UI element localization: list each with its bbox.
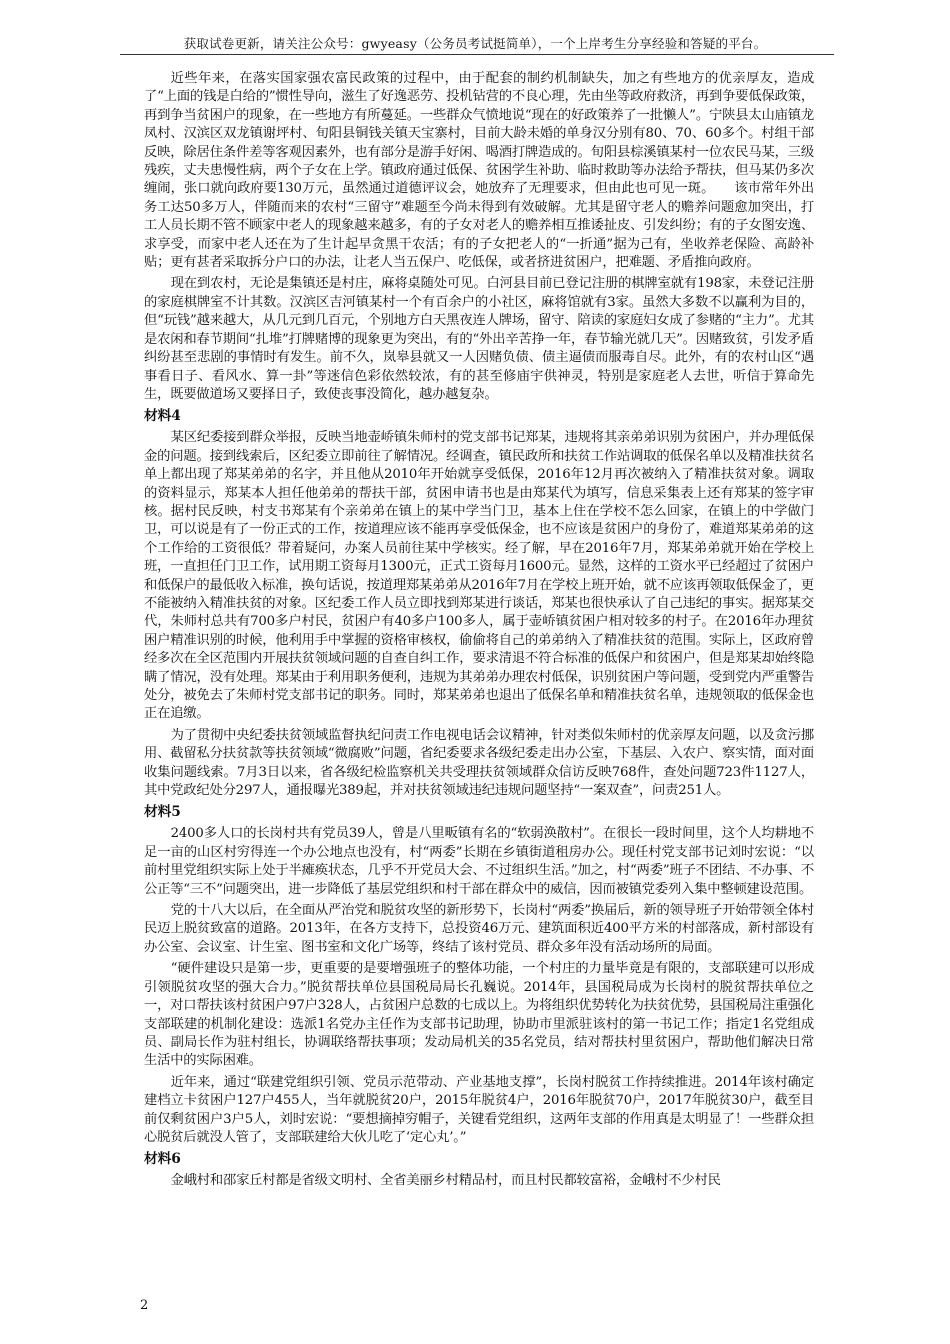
- document-body: [144, 70, 814, 1194]
- paragraph: 为了贯彻中央纪委扶贫领域监督执纪问责工作电视电话会议精神，针对类似朱师村的优亲厚友问题，以及贪污挪用、截留私分扶贫款等扶贫领域“微腐败”问题，省纪委要求各级纪委走出办公室，下基层、入农户、察实情，面对面收集问题线索。7月3日以来，省各级纪检监察机关共受理扶贫领域群众信访反映768件，查处问题723件1127人，其中党政纪处分297人，通报曝光389起，并对扶贫领域违纪违规问题坚持“一案双查”，问责251人。: [144, 727, 814, 799]
- paragraph: 党的十八大以后，在全面从严治党和脱贫攻坚的新形势下，长岗村“两委”换届后，新的领导班子开始带领全体村民迈上脱贫致富的道路。2013年，在各方支持下，总投资46万元、建筑面积近400平方米的村部落成，新村部设有办公室、会议室、计生室、图书室和文化广场等，终结了该村党员、群众多年没有活动场所的局面。: [144, 903, 814, 955]
- section-heading: 材料6: [144, 1151, 181, 1168]
- paragraph: 某区纪委接到群众举报，反映当地壶峤镇朱师村的党支部书记郑某，违规将其亲弟弟识别为贫困户，并办理低保金的问题。接到线索后，区纪委立即前往了解情况。经调查，镇民政所和扶贫工作站调取的低保名单以及精准扶贫名单上都出现了郑某弟弟的名字，并且他从2010年开始就享受低保，2016年12月再次被纳入了精准扶贫对象。调取的资料显示，郑某本人担任他弟弟的帮扶干部，贫困申请书也是由郑某代为填写，信息采集表上还有郑某的签字审核。据村民反映，村支书郑某有个亲弟弟在镇上的某中学当门卫，基本上住在学校不怎么回家，在镇上的中学做门卫，可以说是有了一份正式的工作，按道理应该不能再享受低保金，也不应该是贫困户的身份了，难道郑某弟弟的这个工作给的工资很低？带着疑问，办案人员前往某中学核实。经了解，早在2016年7月，郑某弟弟就开始在学校上班，一直担任门卫工作，试用期工资每月1300元，正式工资每月1600元。显然，这样的工资水平已经超过了贫困户和低保户的最低收入标准，换句话说，按道理郑某弟弟从2016年7月在学校上班开始，就不应该再领取低保金了，更不能被纳入精准扶贫的对象。区纪委工作人员立即找到郑某进行谈话，郑某也很快承认了自己违纪的事实。据郑某交代，朱师村总共有700多户村民，贫困户有40多户100多人，属于壶峤镇贫困户相对较多的村子。在2016年办理贫困户精准识别的时候，他利用手中掌握的资格审核权，偷偷将自己的弟弟纳入了精准扶贫的范围。实际上，区政府曾经多次在全区范围内开展扶贫领域问题的自查自纠工作，要求清退不符合标准的低保户和贫困户，但是郑某却始终隐瞒了情况，没有处理。郑某由于利用职务便利，违规为其弟弟办理农村低保，识别贫困户等问题，受到党内严重警告处分，被免去了朱师村党支部书记的职务。同时，郑某弟弟也退出了低保名单和精准扶贫名单，违规领取的低保金也正在追缴。: [144, 430, 814, 722]
- paragraph: 现在到农村，无论是集镇还是村庄，麻将桌随处可见。白河县目前已登记注册的棋牌室就有198家，未登记注册的家庭棋牌室不计其数。汉滨区吉河镇某村一个有百余户的小社区，麻将馆就有3家。虽然大多数不以赢利为目的，但“玩钱”越来越大，从几元到几百元，个别地方白天黑夜连人牌场，留守、陪读的家庭妇女成了参赌的“主力”。尤其是农闲和春节期间“扎堆”打牌赌博的现象更为突出，有的“外出辛苦挣一年，春节输光就几天”。因赌致贫，引发矛盾纠纷甚至悲剧的事情时有发生。前不久，岚皋县就又一人因赌负债、债主逼债而服毒自尽。此外，有的农村山区“遇事看日子、看风水、算一卦”等迷信色彩依然较浓，有的甚至修庙宇供神灵，特别是家庭老人去世，听信于算命先生，既要做道场又要择日子，致使丧事没简化，越办越复杂。: [144, 276, 814, 402]
- paragraph: 近年来，通过“联建党组织引领、党员示范带动、产业基地支撑”，长岗村脱贫工作持续推进。2014年该村确定建档立卡贫困户127户455人，当年就脱贫20户，2015年脱贫4户，2016年脱贫70户，2017年脱贫30户，截至目前仅剩贫困户3户5人，刘时宏说：“要想摘掉穷帽子，关键看党组织，这两年支部的作用真是太明显了！一些群众担心脱贫后就没人管了，支部联建给大伙儿吃了‘定心丸’。”: [144, 1074, 814, 1145]
- section-heading: 材料5: [144, 804, 181, 821]
- page-number: 2: [140, 1298, 149, 1313]
- paragraph: 近些年来，在落实国家强农富民政策的过程中，由于配套的制约机制缺失，加之有些地方的优亲厚友，造成了“上面的钱是白给的”惯性导向，滋生了好逸恶劳、投机钻营的不良心理，先由坐等政府救济，再到争要低保政策，再到争当贫困户的现象，在一些地方有所蔓延。一些群众气愤地说“现在的好政策养了一批懒人”。宁陕县太山庙镇龙凤村、汉滨区双龙镇谢坪村、旬阳县铜钱关镇天宝寨村，目前大龄未婚的单身汉分别有80、70、60多个。村组干部反映，除居住条件差等客观因素外，也有部分是游手好闲、喝酒打牌造成的。旬阳县棕溪镇某村一位农民马某，三级残疾，丈夫患慢性病，两个子女在上学。镇政府通过低保、贫困学生补助、临时救助等办法给予帮扶，但马某仍多次缠闹，张口就向政府要130万元，虽然通过道德评议会，她放弃了无理要求，但由此也可见一斑。 该市常年外出务工达50多万人，伴随而来的农村“三留守”难题至今尚未得到有效破解。尤其是留守老人的赡养问题愈加突出，打工人员长期不管不顾家中老人的现象越来越多，有的子女对老人的赡养相互推诿扯皮、引发纠纷；有的子女图安逸、求享受，而家中老人还在为了生计起早贪黑干农活；有的子女把老人的“一折通”据为己有，坐收养老保险、高龄补贴；更有甚者采取拆分户口的办法，让老人当五保户、吃低保，或者挤进贫困户，把难题、矛盾推向政府。: [144, 71, 814, 271]
- paragraph: 2400多人口的长岗村共有党员39人，曾是八里畈镇有名的“软弱涣散村”。在很长一段时间里，这个人均耕地不足一亩的山区村穷得连一个办公地点也没有，村“两委”长期在乡镇街道租房办公。现任村党支部书记刘时宏说：“以前村里党组织实际上处于半瘫痪状态，几乎不开党员大会、不过组织生活。”加之，村“两委”班子不团结、不办事、不公正等“三不”问题突出，进一步降低了基层党组织和村干部在群众中的威信，因而被镇党委列入集中整顿建设范围。: [144, 826, 814, 897]
- paragraph: 金峨村和邵家丘村都是省级文明村、全省美丽乡村精品村，而且村民都较富裕，金峨村不少村民: [170, 1173, 721, 1189]
- section-heading: 材料4: [144, 408, 181, 425]
- header-rule: [120, 54, 834, 55]
- page-header: 获取试卷更新，请关注公众号：gwyeasy（公务员考试挺简单），一个上岸考生分享经验和答疑的平台。: [183, 36, 767, 51]
- paragraph: “硬件建设只是第一步，更重要的是要增强班子的整体功能，一个村庄的力量毕竟是有限的，支部联建可以形成引领脱贫攻坚的强大合力。”脱贫帮扶单位县国税局局长孔巍说。2014年，县国税局成为长岗村的脱贫帮扶单位之一，对口帮扶该村贫困户97户328人，占贫困户总数的七成以上。为将组织优势转化为扶贫优势，县国税局注重强化支部联建的机制化建设：选派1名党办主任作为支部书记助理，协助市里派驻该村的第一书记工作；指定1名党组成员、副局长作为驻村组长，协调联络帮扶事项；发动局机关的35名党员，结对帮扶村里贫困户，帮助他们解决日常生活中的实际困难。: [144, 961, 814, 1069]
